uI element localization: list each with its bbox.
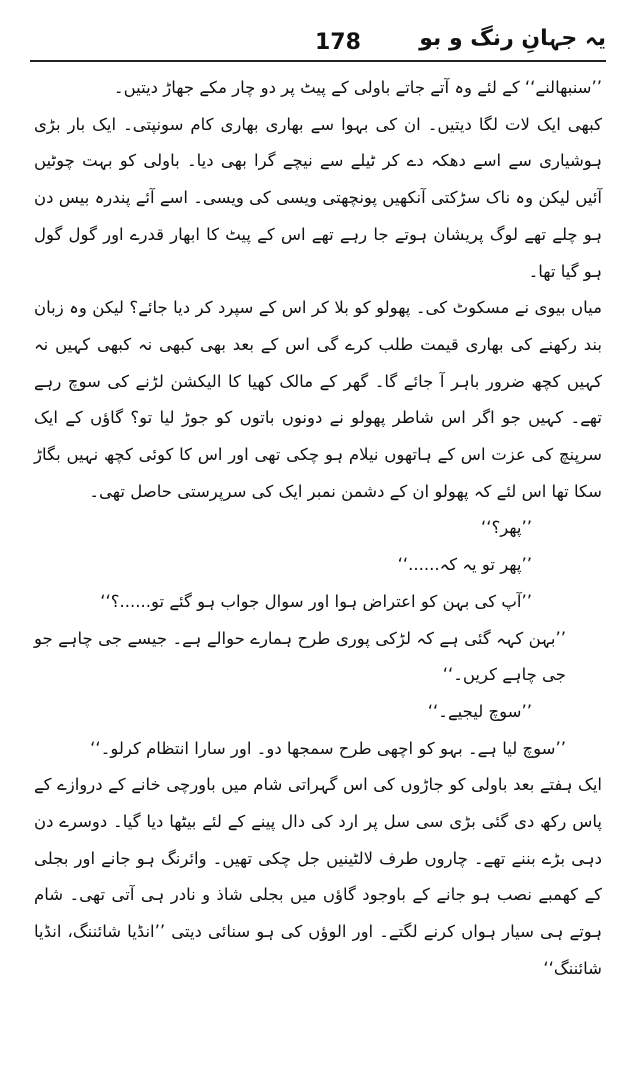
dialogue-line: ’’بہن کہہ گئی ہے کہ لڑکی پوری طرح ہمارے حوالے ہے۔ جیسے جی چاہے جو جی چاہے کریں۔‘‘ bbox=[34, 628, 566, 685]
dialogue-line: ’’سوچ لیا ہے۔ بہو کو اچھی طرح سمجھا دو۔ اور سارا انتظام کرلو۔‘‘ bbox=[90, 738, 566, 758]
dialogue-line: ’’سوچ لیجیے۔‘‘ bbox=[427, 701, 532, 721]
paragraph: میاں بیوی نے مسکوٹ کی۔ پھولو کو بلا کر اس کے سپرد کر دیا جائے؟ لیکن وہ زبان بند رکھنے کی بھاری قیمت طلب کرے گی اس کے بعد بھی کبھی نہ کبھی کہیں نہ کہیں کچھ ضرور باہر آ جائے گا۔ گھر کے مالک کھیا کا الیکشن لڑنے کی سوچ رہے تھے۔ کہیں جو اگر اس شاطر پھولو نے دونوں باتوں کو جوڑ لیا تو؟ گاؤں کے ایک سرپنچ کی عزت اس کے ہاتھوں نیلام ہو چکی تھی اور اس کا کوئی کچھ نہیں بگاڑ سکا تھا اس لئے کہ پھولو ان کے دشمن نمبر ایک کی سرپرستی حاصل تھی۔ bbox=[34, 298, 602, 501]
header-divider bbox=[30, 60, 606, 62]
paragraph: کبھی ایک لات لگا دیتیں۔ ان کی بہوا سے بھاری بھاری کام سونپتی۔ ایک بار بڑی ہوشیاری سے اسے دھکہ دے کر ٹیلے سے نیچے گرا بھی دیا۔ باولی کو بہت چوٹیں آئیں لیکن وہ ناک سڑکتی آنکھیں پونچھتی ویسی کی ویسی۔ اسے آئے پندرہ بیس دن ہو چلے تھے لوگ پریشان ہوتے جا رہے تھے اس کے پیٹ کا ابھار قدرے اور گول گول ہو گیا تھا۔ bbox=[34, 114, 602, 281]
page-body bbox=[34, 70, 602, 988]
dialogue-line: ’’آپ کی بہن کو اعتراض ہوا اور سوال جواب ہو گئے تو......؟‘‘ bbox=[100, 591, 532, 611]
paragraph: ایک ہفتے بعد باولی کو جاڑوں کی اس گہراتی شام میں باورچی خانے کے دروازے کے پاس رکھ دی گئی بڑی سی سل پر ارد کی دال پینے کے لئے بیٹھا دیا گیا۔ دوسرے دن دہی بڑے بننے تھے۔ چاروں طرف لالٹینیں جل چکی تھیں۔ وائرنگ ہو جانے اور بجلی کے کھمبے نصب ہو جانے کے باوجود گاؤں میں بجلی شاذ و نادر ہی آتی تھی۔ شام ہوتے ہی سیار ہواں کرنے لگتے۔ اور الوؤں کی ہو سنائی دیتی ’’انڈیا شائننگ، انڈیا شائننگ‘‘ bbox=[34, 775, 602, 978]
dialogue-line: ’’پھر تو یہ کہ......‘‘ bbox=[397, 555, 532, 575]
page-number: 178 bbox=[315, 30, 361, 55]
dialogue-line: ’’پھر؟‘‘ bbox=[480, 518, 532, 538]
book-title: یہ جہانِ رنگ و بو bbox=[419, 26, 606, 51]
paragraph: ’’سنبھالنے‘‘ کے لئے وہ آتے جاتے باولی کے پیٹ پر دو چار مکے جھاڑ دیتیں۔ bbox=[113, 78, 602, 97]
